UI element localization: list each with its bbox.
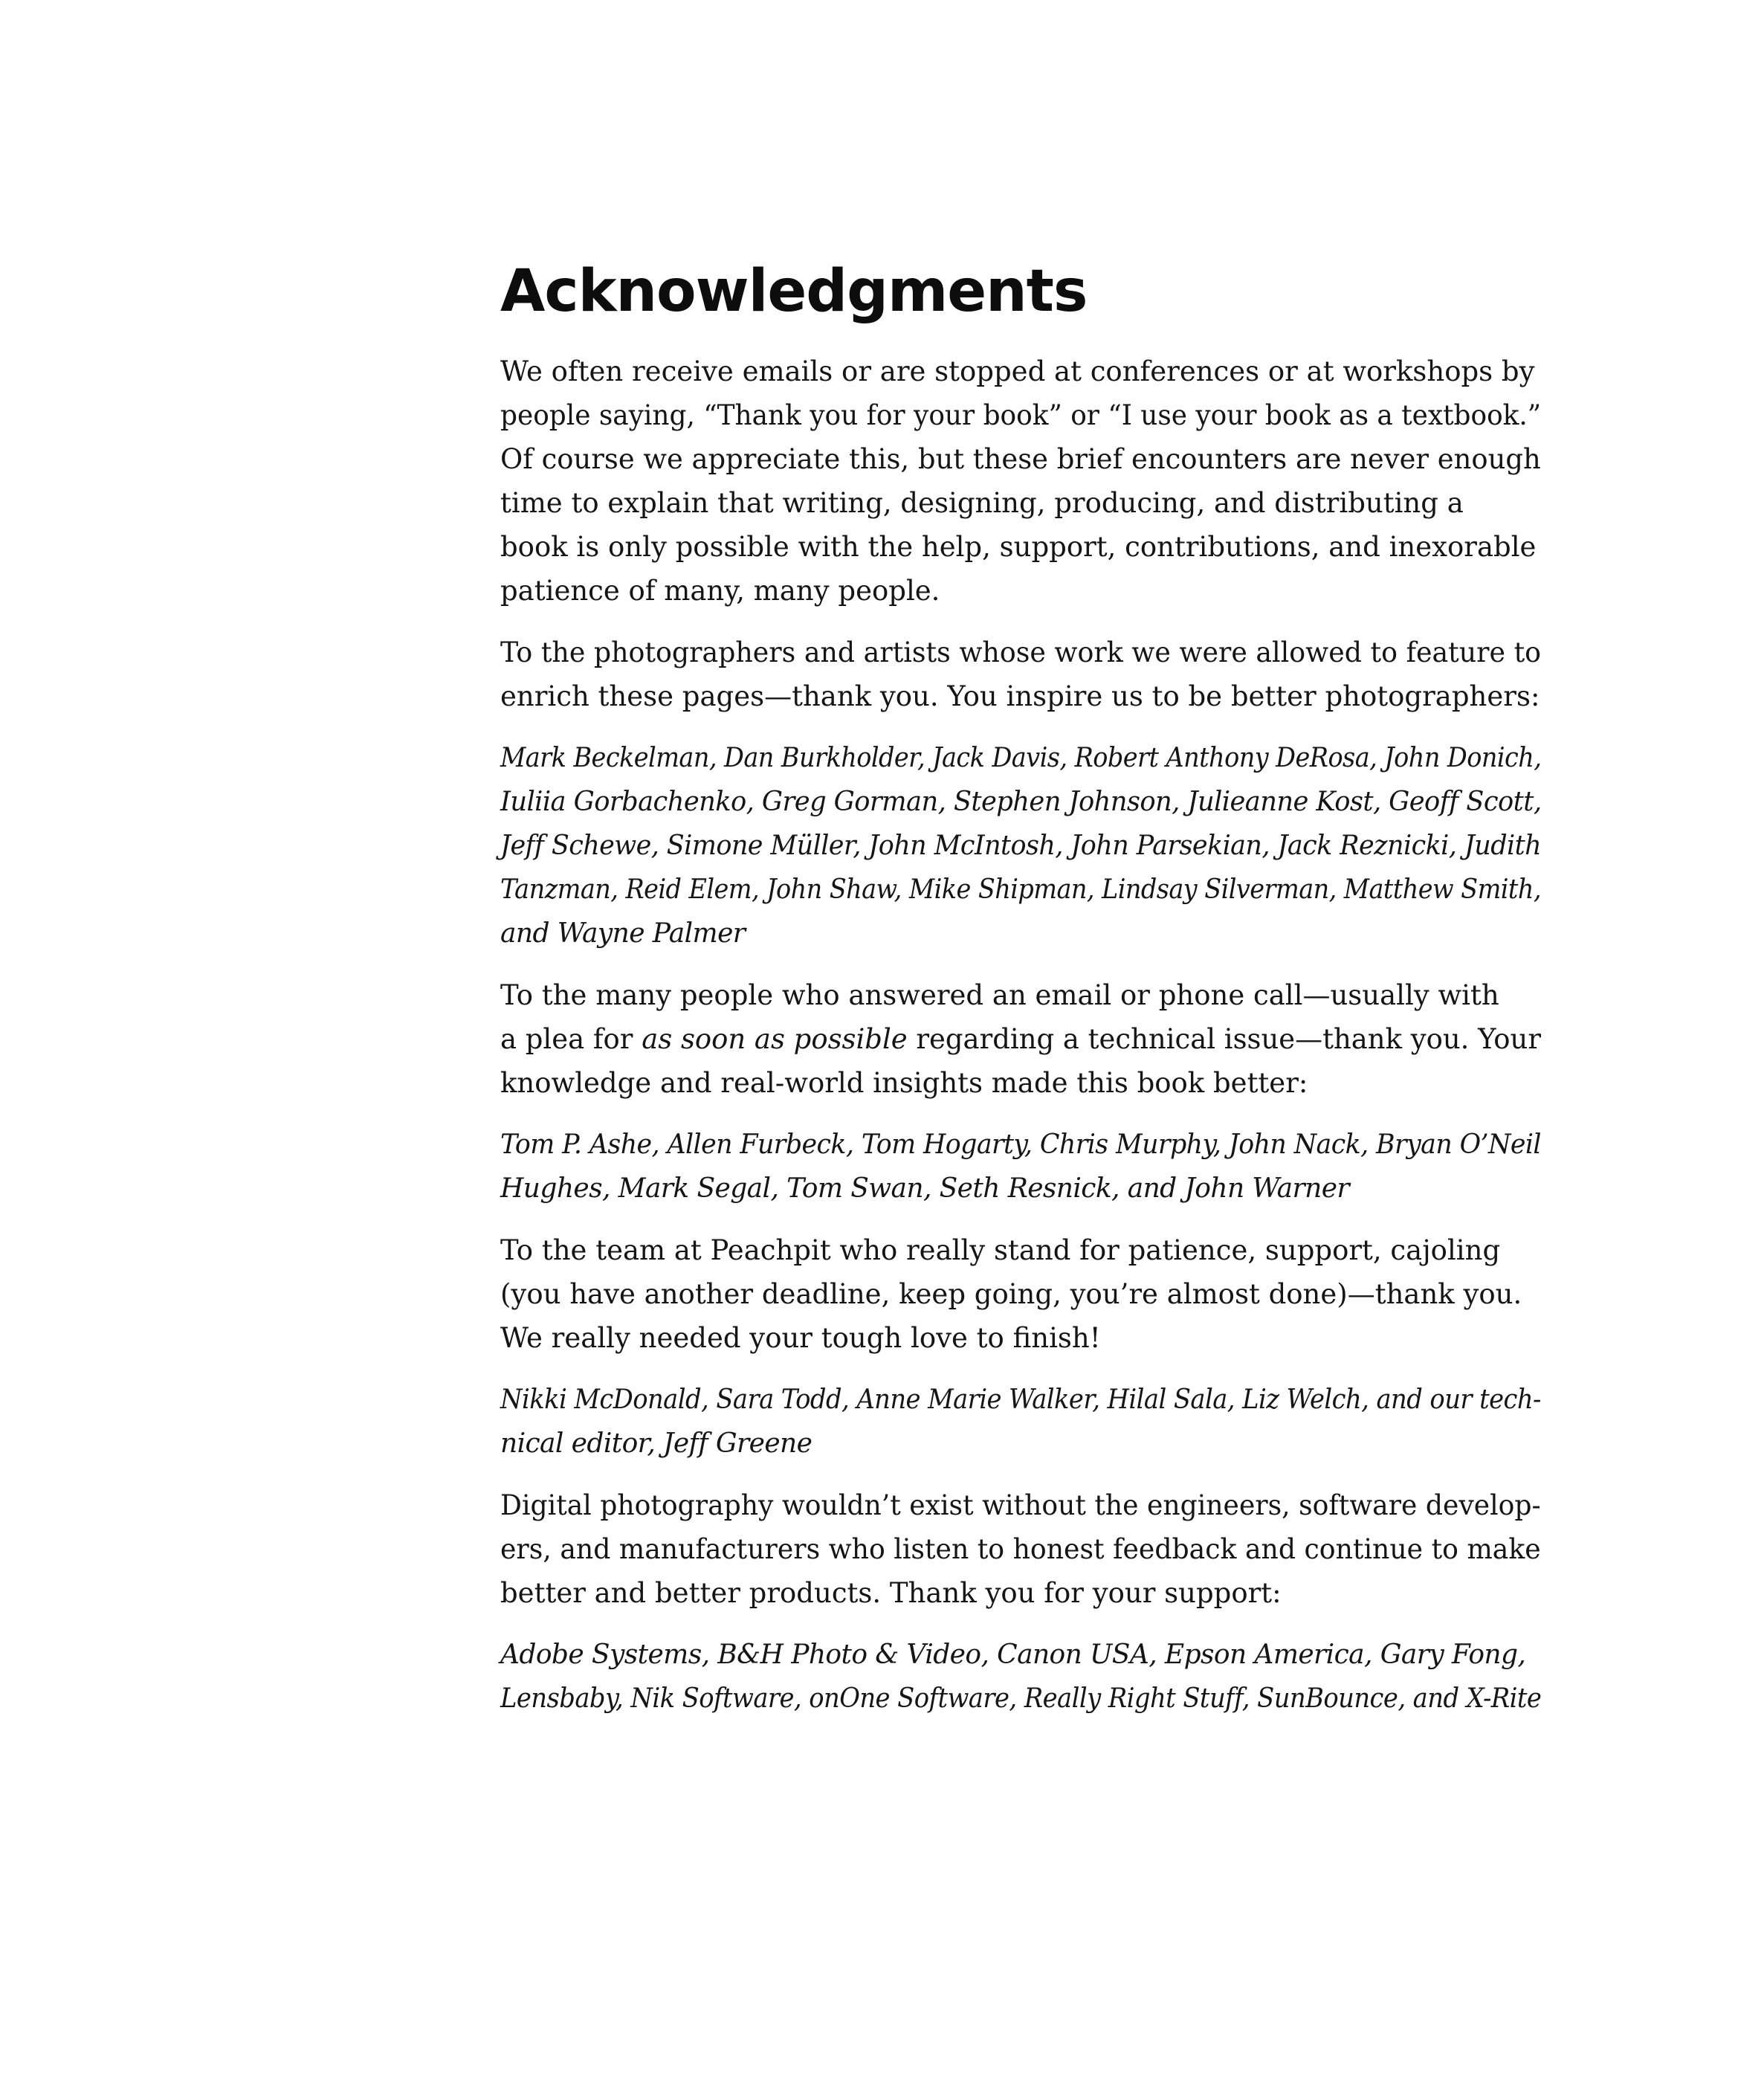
text-line: knowledge and real-world insights made this book better: [500,1066,1308,1099]
photographers-paragraph [500,631,1541,718]
manufacturers-paragraph [500,1483,1541,1615]
names-line: Tanzman, Reid Elem, John Shaw, Mike Shipman, Lindsay Silverman, Matthew Smith, [500,874,1541,905]
text-line: people saying, “Thank you for your book” or “I use your book as a textbook.” [500,399,1542,431]
names-line: Nikki McDonald, Sara Todd, Anne Marie Walker, Hilal Sala, Liz Welch, and our tech- [500,1384,1541,1415]
names-line: Hughes, Mark Segal, Tom Swan, Seth Resnick, and John Warner [500,1173,1350,1204]
experts-paragraph [500,973,1541,1105]
names-line: Adobe Systems, B&H Photo & Video, Canon USA, Epson America, Gary Fong, [500,1639,1526,1670]
manufacturers-names [500,1633,1541,1721]
text-line: We often receive emails or are stopped at conferences or at workshops by [500,355,1535,387]
text-line: better and better products. Thank you for your support: [500,1576,1282,1609]
text-line: patience of many, many people. [500,574,940,607]
names-line: Tom P. Ashe, Allen Furbeck, Tom Hogarty, Chris Murphy, John Nack, Bryan O’Neil [500,1129,1541,1160]
text-line: Digital photography wouldn’t exist without the engineers, software develop- [500,1489,1541,1521]
page-title: Acknowledgments [500,258,1088,325]
text-line: To the photographers and artists whose work we were allowed to feature to [500,636,1542,668]
text-line [500,1017,1540,1061]
text-line: ers, and manufacturers who listen to honest feedback and continue to make [500,1532,1541,1565]
page-content [500,260,1541,1738]
text-fragment: regarding a technical issue—thank you. Your [907,1022,1542,1055]
text-line: Of course we appreciate this, but these brief encounters are never enough [500,442,1541,475]
text-line: We really needed your tough love to finish! [500,1321,1101,1354]
text-line: book is only possible with the help, support, contributions, and inexorable [500,530,1537,563]
names-line: nical editor, Jeff Greene [500,1428,812,1459]
peachpit-paragraph [500,1228,1541,1360]
names-line: Iuliia Gorbachenko, Greg Gorman, Stephen Johnson, Julieanne Kost, Geoff Scott, [500,786,1542,817]
intro-paragraph [500,349,1541,613]
text-line: To the team at Peachpit who really stand for patience, support, cajoling [500,1234,1501,1266]
text-line: To the many people who answered an email or phone call—usually with [500,979,1499,1011]
text-line: (you have another deadline, keep going, you’re almost done)—thank you. [500,1277,1522,1310]
names-line: Jeff Schewe, Simone Müller, John McIntosh, John Parsekian, Jack Reznicki, Judith [500,830,1542,861]
peachpit-names [500,1378,1541,1466]
names-line: Lensbaby, Nik Software, onOne Software, Really Right Stuff, SunBounce, and X-Rite [500,1683,1542,1714]
photographers-names [500,736,1541,955]
names-line: and Wayne Palmer [500,918,746,949]
text-fragment: a plea for [500,1022,642,1055]
emphasis-text: as soon as possible [642,1022,908,1055]
text-line: time to explain that writing, designing, producing, and distributing a [500,486,1464,519]
text-line: enrich these pages—thank you. You inspire us to be better photographers: [500,680,1540,712]
experts-names [500,1123,1541,1210]
names-line: Mark Beckelman, Dan Burkholder, Jack Davis, Robert Anthony DeRosa, John Donich, [500,742,1542,773]
